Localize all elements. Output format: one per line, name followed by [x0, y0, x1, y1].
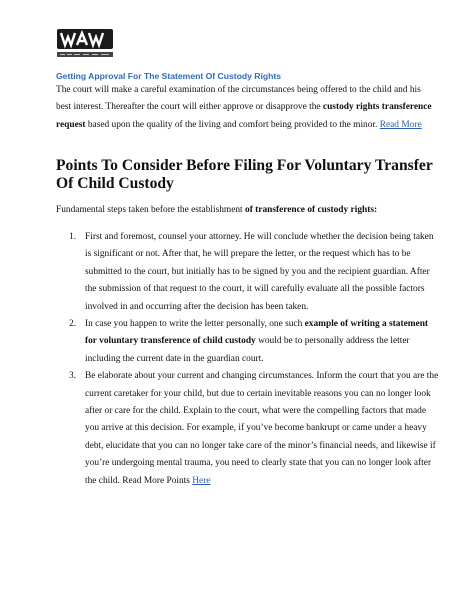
lead-paragraph	[56, 204, 436, 216]
list-number: 2.	[69, 319, 77, 330]
read-more-link[interactable]: Read More	[379, 119, 422, 130]
steps-list	[56, 229, 440, 490]
intro-text-2: based upon the quality of the living and comfort being provided to the minor.	[85, 119, 380, 130]
list-item-bold: example of writing a statement for voluntary transference of child custody	[85, 319, 429, 347]
list-item-text: would be to personally address the letter including the current date in the guardian court.	[85, 336, 410, 364]
list-number: 3.	[69, 371, 77, 382]
list-number: 1.	[69, 232, 77, 242]
here-link[interactable]: Here	[192, 475, 211, 486]
intro-bold-term: custody rights transference request	[56, 102, 432, 130]
list-item-text: First and foremost, counsel your attorney. He will conclude whether the decision being taken is significant or not. After that, he will prepare the letter, or the request which has to be submitted to the court, but initially has to be signed by you and the recipient guardian. After the submission of that request to the court, it will carefully evaluate all the possible factors involved in and occurring after the decision has been taken.	[85, 232, 434, 312]
list-item	[56, 316, 440, 368]
list-item-text: In case you happen to write the letter personally, one such	[85, 319, 305, 330]
list-item	[56, 229, 440, 316]
site-logo	[56, 26, 116, 62]
intro-text-1: The court will make a careful examination of the circumstances being offered to the child and his best interest. Thereafter the court will either approve or disapprove the	[56, 85, 421, 113]
page-title: Points To Consider Before Filing For Voluntary Transfer Of Child Custody	[56, 157, 433, 192]
list-item-text: Be elaborate about your current and changing circumstances. Inform the court that you are the current caretaker for your child, but due to certain inevitable reasons you can no longer look after or care for the child. Explain to the court, what were the compelling factors that made you arrive at this decision. For example, if you’ve become bankrupt or came under a heavy debt, elucidate that you can no longer take care of the minor’s financial needs, and likewise if you’re undergoing mental trauma, you need to clearly state that you can no longer look after the child. Read More Points	[85, 371, 439, 486]
intro-paragraph	[56, 82, 436, 134]
section-heading: Getting Approval For The Statement Of Custody Rights	[56, 71, 282, 81]
list-item	[56, 368, 440, 490]
lead-bold: of transference of custody rights:	[245, 205, 378, 215]
lead-text: Fundamental steps taken before the establishment	[56, 205, 246, 215]
